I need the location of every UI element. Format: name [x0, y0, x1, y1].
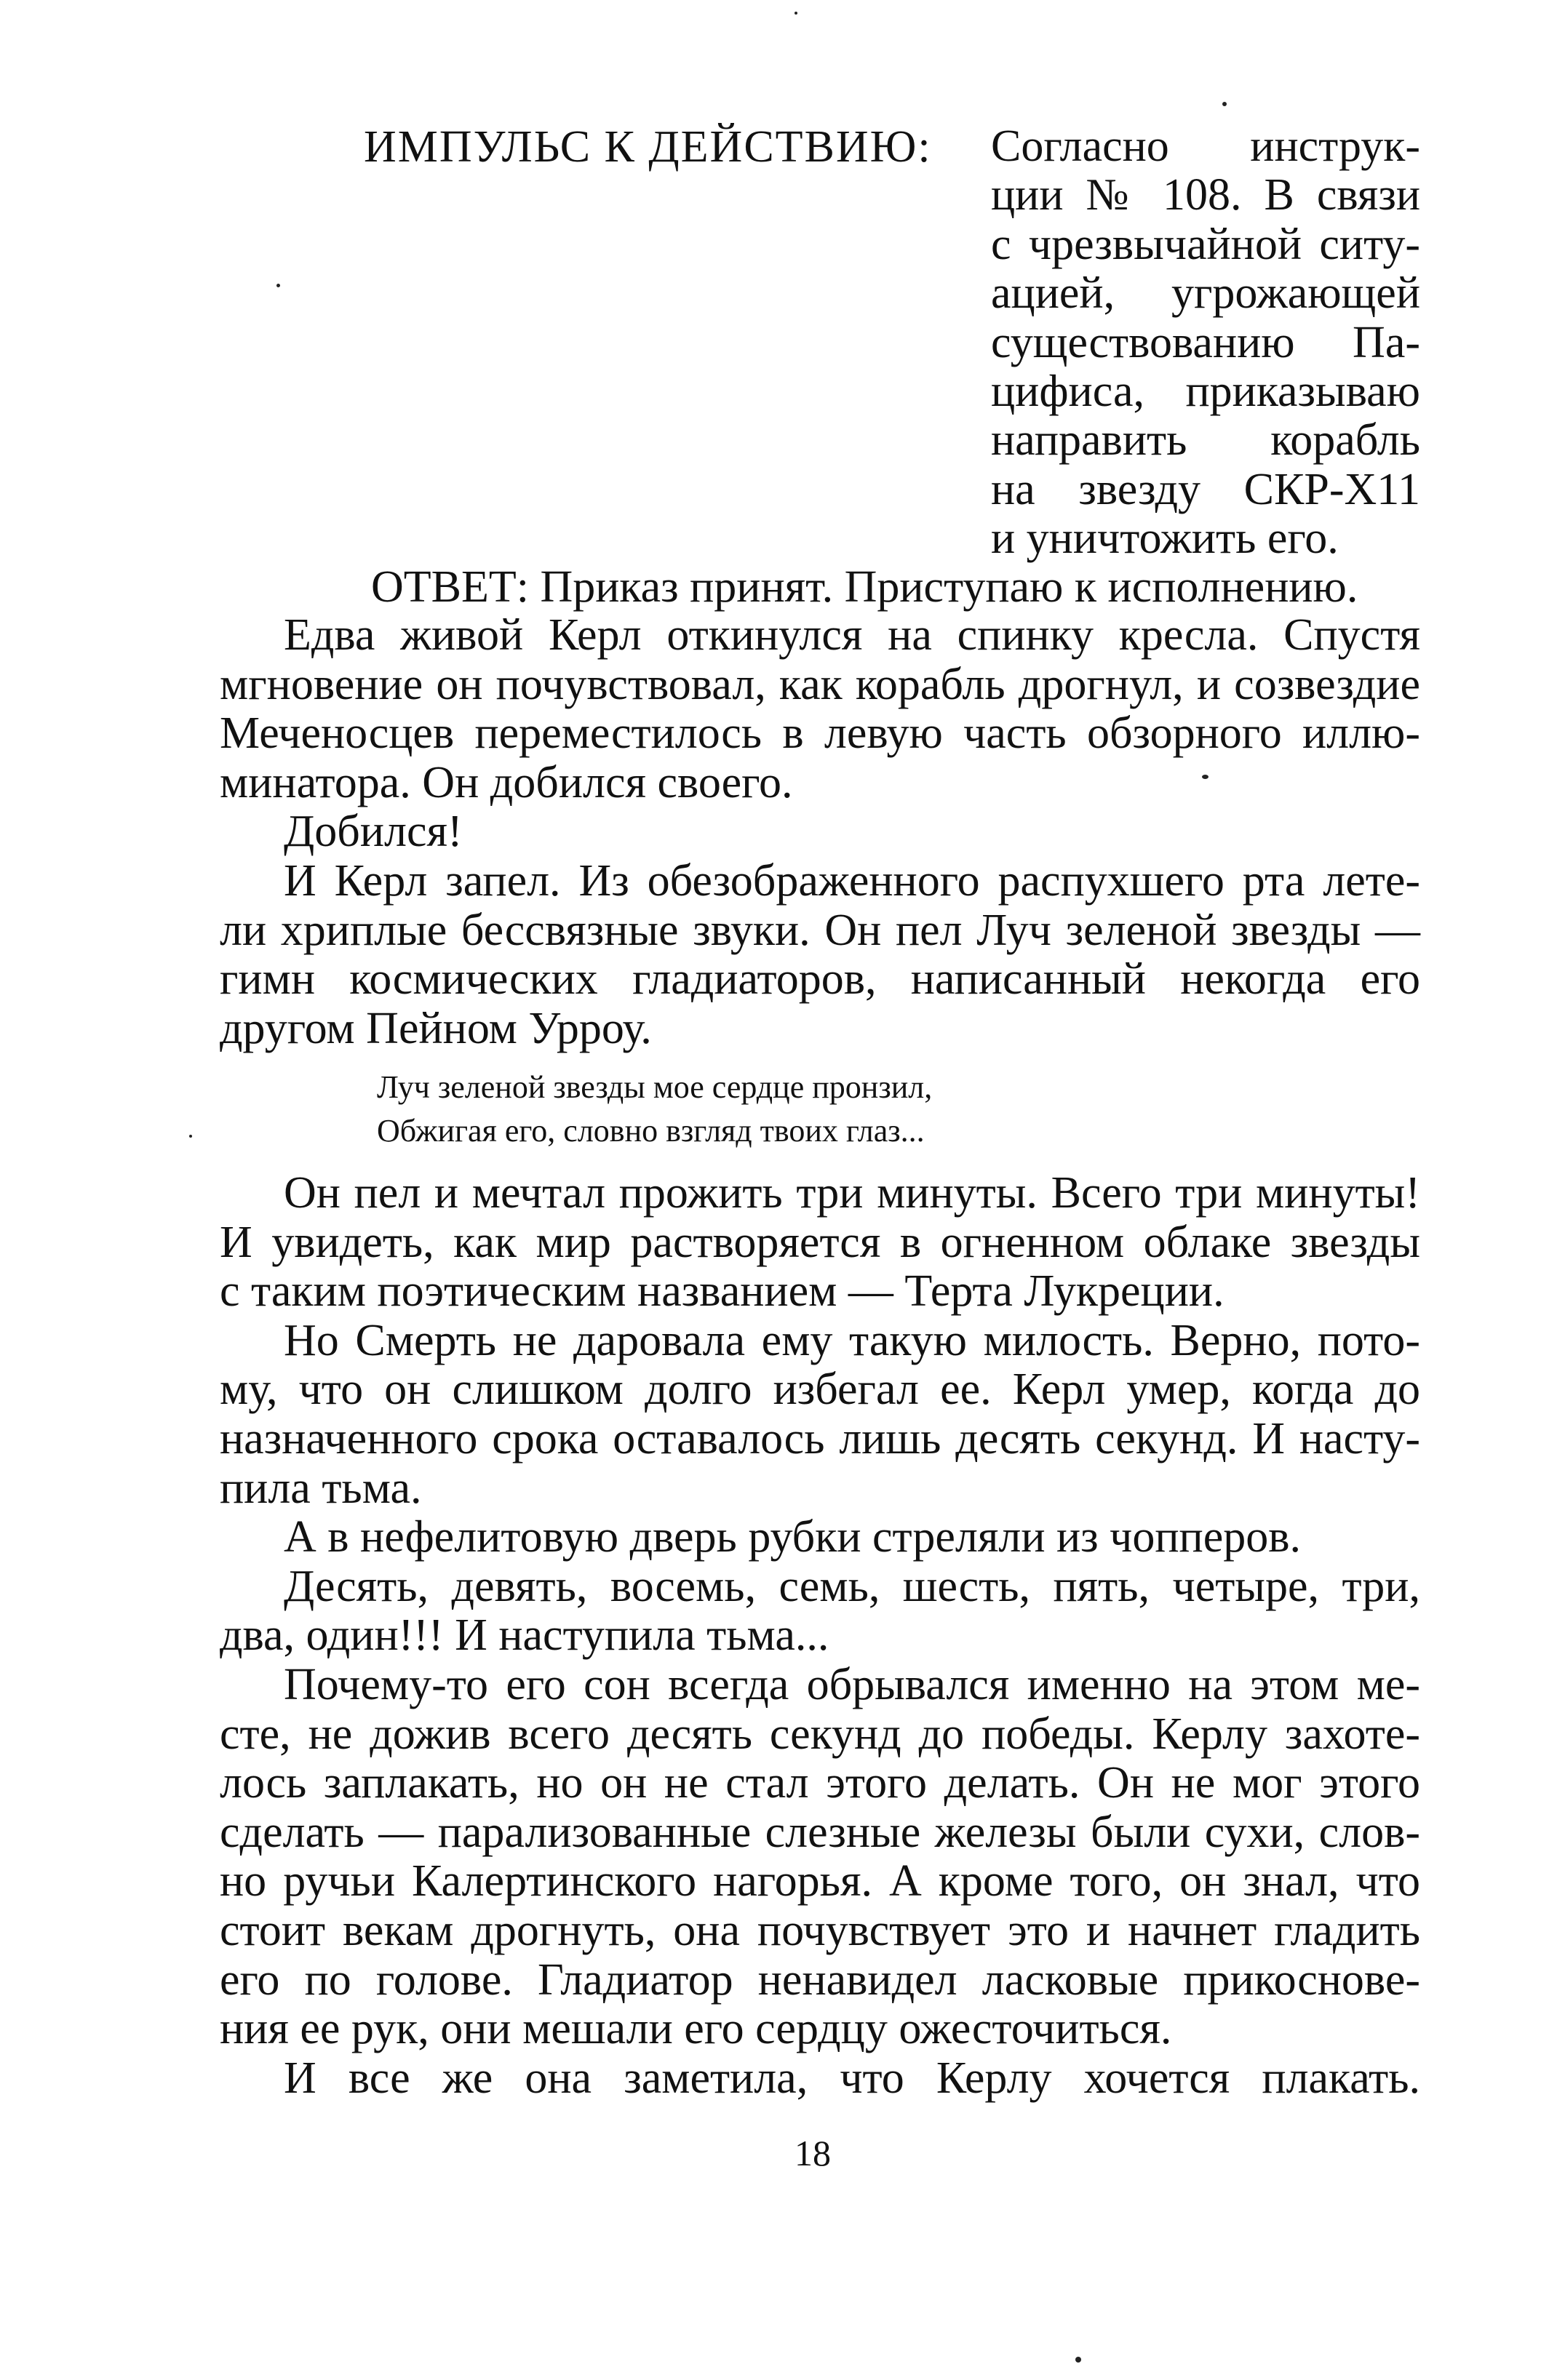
paragraph-block-2 [220, 1169, 1420, 2103]
scan-speck [276, 284, 280, 287]
page-number: 18 [795, 2133, 831, 2173]
impulse-text [991, 122, 1420, 564]
text-line: минатора. Он добился своего. [220, 757, 793, 807]
text-line: Он пел и мечтал прожить три минуты. Всего три минуты! [284, 1168, 1420, 1218]
impulse-line: с чрезвычайной ситу- [991, 219, 1420, 269]
scan-speck [1202, 775, 1208, 779]
impulse-line: цифиса, приказываю [991, 367, 1420, 417]
verse-line: Луч зеленой звезды мое сердце пронзил, [377, 1069, 933, 1105]
scan-speck [795, 12, 797, 15]
text-line: назначенного срока оставалось лишь десять секунд. И насту- [220, 1413, 1420, 1463]
impulse-line: ацией, угрожающей [991, 268, 1420, 319]
text-line: два, один!!! И наступила тьма... [220, 1610, 829, 1661]
text-line: ли хриплые бессвязные звуки. Он пел Луч зеленой звезды — [220, 905, 1420, 955]
verse [377, 1066, 932, 1153]
text-line: му, что он слишком долго избегал ее. Керл умер, когда до [220, 1365, 1420, 1415]
text-line: но ручьи Калертинского нагорья. А кроме того, он знал, что [220, 1856, 1420, 1906]
text-line: сте, не дожив всего десять секунд до победы. Керлу захоте- [220, 1709, 1420, 1759]
text-line: И увидеть, как мир растворяется в огненном облаке звезды [220, 1217, 1420, 1267]
text-line: Но Смерть не даровала ему такую милость. Верно, пото- [284, 1315, 1420, 1365]
text-line: И все же она заметила, что Керлу хочется плакать. [284, 2053, 1420, 2103]
impulse-line: на звезду СКР-Х11 [991, 464, 1420, 514]
text-line: Добился! [284, 807, 463, 857]
scan-speck [189, 1135, 192, 1138]
text-line: А в нефелитовую дверь рубки стреляли из чопперов. [284, 1512, 1301, 1562]
text-line: сделать — парализованные слезные железы были сухи, слов- [220, 1807, 1420, 1857]
text-line: другом Пейном Урроу. [220, 1003, 652, 1053]
text-line: мгновение он почувствовал, как корабль дрогнул, и созвездие [220, 659, 1420, 709]
text-line: Едва живой Керл откинулся на спинку кресла. Спустя [284, 610, 1420, 660]
text-line: стоит векам дрогнуть, она почувствует это и начнет гладить [220, 1905, 1420, 1955]
text-line: ния ее рук, они мешали его сердцу ожесточиться. [220, 2004, 1172, 2054]
text-line: пила тьма. [220, 1463, 422, 1513]
text-line: Меченосцев переместилось в левую часть обзорного иллю- [220, 708, 1420, 759]
scan-speck [1222, 102, 1227, 106]
impulse-line: Согласно инструк- [991, 121, 1420, 171]
text-line: с таким поэтическим названием — Терта Лукреции. [220, 1266, 1225, 1317]
text-line: лось заплакать, но он не стал этого делать. Он не мог этого [220, 1758, 1420, 1808]
impulse-label: ИМПУЛЬС К ДЕЙСТВИЮ: [364, 122, 932, 172]
impulse-line: ции № 108. В связи [991, 170, 1420, 220]
text-line: гимн космических гладиаторов, написанный некогда его [220, 954, 1420, 1005]
text-line: И Керл запел. Из обезображенного распухшего рта лете- [284, 855, 1420, 906]
impulse-line: существованию Па- [991, 317, 1420, 367]
text-line: Десять, девять, восемь, семь, шесть, пять, четыре, три, [284, 1561, 1420, 1611]
impulse-line: и уничтожить его. [991, 514, 1339, 564]
paragraph-block-1 [220, 611, 1420, 1053]
text-line: Почему-то его сон всегда обрывался именно на этом ме- [284, 1659, 1420, 1709]
text-line: его по голове. Гладиатор ненавидел ласковые прикоснове- [220, 1954, 1420, 2005]
reply-line: ОТВЕТ: Приказ принят. Приступаю к исполнению. [371, 562, 1358, 612]
verse-line: Обжигая его, словно взгляд твоих глаз... [377, 1113, 925, 1149]
impulse-line: направить корабль [991, 415, 1420, 466]
scan-speck [1075, 2357, 1081, 2363]
